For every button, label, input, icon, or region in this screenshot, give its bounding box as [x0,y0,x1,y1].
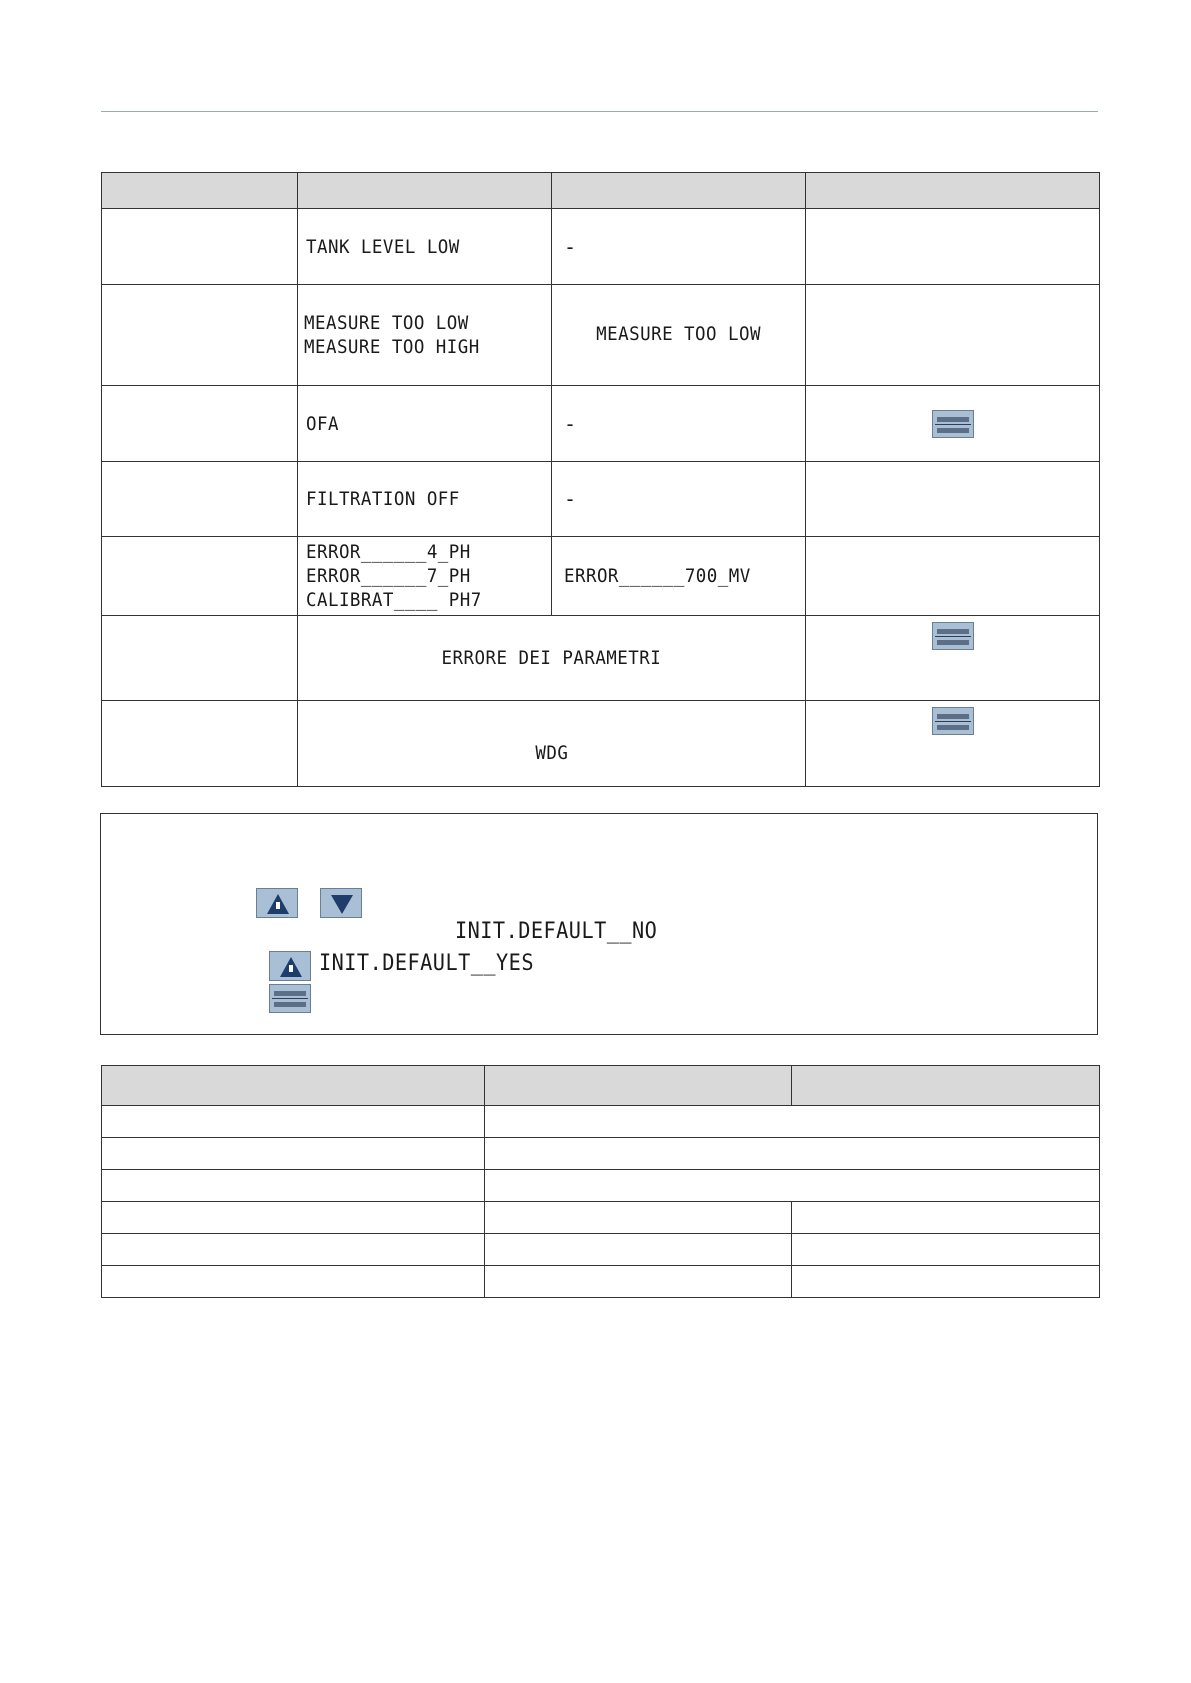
lcd-text: ERROR______7_PH [306,565,471,587]
action-cell [806,537,1100,616]
lcd-text: OFA [306,412,339,435]
table-cell [102,1138,485,1170]
table-row [102,1106,1100,1138]
table-header-row [102,173,1100,209]
display-cell [298,386,552,462]
down-arrow-key-icon[interactable] [320,888,362,918]
table-cell [102,1234,485,1266]
lcd-text: TANK LEVEL LOW [306,235,460,258]
table-cell [102,1266,485,1298]
merged-display-cell [298,701,806,787]
dash-text: - [564,234,577,259]
action-cell [806,386,1100,462]
label-cell [102,701,298,787]
table-row [102,701,1100,787]
table-cell [102,1170,485,1202]
table-cell [485,1234,792,1266]
header-cell [102,173,298,209]
table-cell [792,1234,1100,1266]
table-cell [792,1202,1100,1234]
table-row [102,209,1100,285]
table-row [102,537,1100,616]
lcd-text: MEASURE TOO LOW [596,322,761,345]
display2-cell [552,209,806,285]
table-row [102,1234,1100,1266]
lcd-text: ERROR______700_MV [564,565,751,587]
label-cell [102,616,298,701]
table-row [102,1266,1100,1298]
table-cell [792,1266,1100,1298]
action-cell [806,285,1100,386]
timer-menu-key-icon[interactable] [932,410,974,438]
table-cell [102,1202,485,1234]
display2-cell [552,285,806,386]
spec-table [101,1065,1100,1298]
label-cell [102,537,298,616]
lcd-text: FILTRATION OFF [306,488,460,510]
lcd-default-yes: INIT.DEFAULT__YES [319,951,534,976]
table-row [102,1138,1100,1170]
display-cell [298,537,552,616]
table-row [102,285,1100,386]
header-cell [806,173,1100,209]
action-cell [806,462,1100,537]
header-rule [101,111,1098,112]
table-cell [102,1106,485,1138]
table-row [102,1170,1100,1202]
label-cell [102,285,298,386]
table-row [102,616,1100,701]
display-cell [298,209,552,285]
table-cell [485,1170,1100,1202]
header-cell [552,173,806,209]
lcd-text: WDG [535,741,568,764]
table-cell [485,1266,792,1298]
table-row [102,386,1100,462]
up-arrow-key-icon[interactable] [269,951,311,981]
up-arrow-key-icon[interactable] [256,888,298,918]
lcd-text: MEASURE TOO LOW [304,312,469,334]
note-box [100,813,1098,1035]
header-cell [102,1066,485,1106]
lcd-text: MEASURE TOO HIGH [304,336,480,358]
action-cell [806,209,1100,285]
dash-text: - [564,411,577,436]
table-cell [485,1138,1100,1170]
header-cell [485,1066,792,1106]
table-cell [485,1106,1100,1138]
timer-menu-key-icon[interactable] [932,622,974,650]
action-cell [806,701,1100,787]
header-cell [792,1066,1100,1106]
lcd-text: CALIBRAT____ PH7 [306,589,482,611]
alarm-table [101,172,1100,787]
table-header-row [102,1066,1100,1106]
lcd-text: ERROR______4_PH [306,541,471,563]
display2-cell [552,537,806,616]
display2-cell [552,462,806,537]
display-cell [298,285,552,386]
table-row [102,462,1100,537]
label-cell [102,386,298,462]
label-cell [102,462,298,537]
merged-display-cell [298,616,806,701]
header-cell [298,173,552,209]
enter-cal-key-icon[interactable] [269,984,311,1013]
label-cell [102,209,298,285]
lcd-default-no: INIT.DEFAULT__NO [455,919,658,944]
action-cell [806,616,1100,701]
display2-cell [552,386,806,462]
table-row [102,1202,1100,1234]
dash-text: - [564,487,577,511]
timer-menu-key-icon[interactable] [932,707,974,735]
lcd-text: ERRORE DEI PARAMETRI [441,647,662,669]
display-cell [298,462,552,537]
table-cell [485,1202,792,1234]
